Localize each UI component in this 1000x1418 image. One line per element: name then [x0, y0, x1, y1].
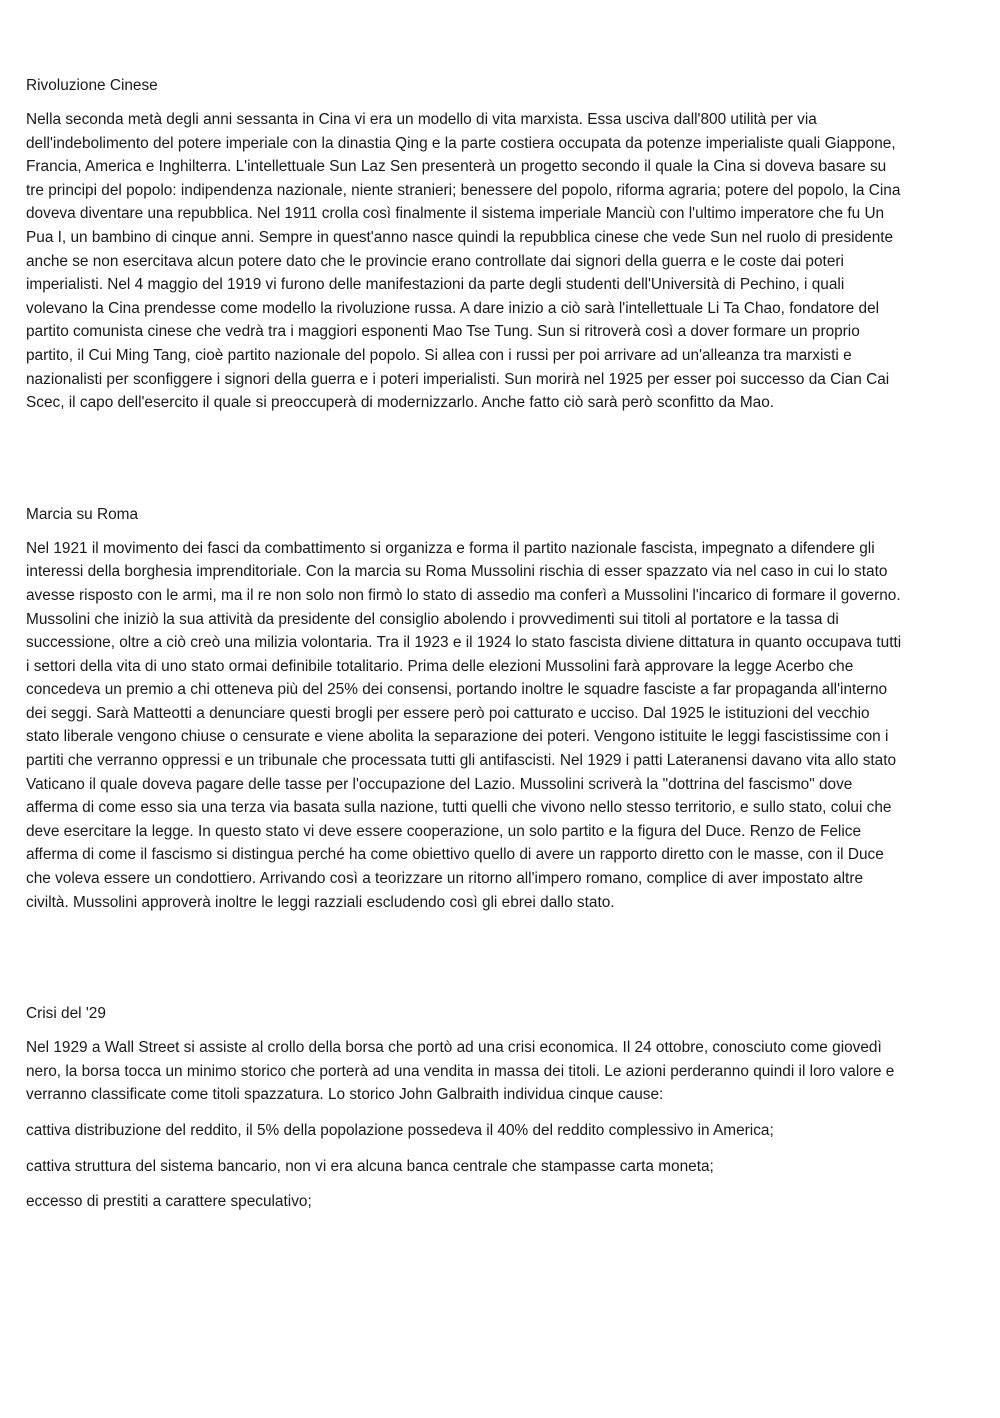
document-page [26, 74, 906, 1226]
paragraph: cattiva distribuzione del reddito, il 5% della popolazione possedeva il 40% del reddito complessivo in America; [26, 1122, 774, 1139]
section-spacer [26, 926, 906, 1002]
section-spacer [26, 427, 906, 503]
paragraph: Nel 1929 a Wall Street si assiste al crollo della borsa che portò ad una crisi economica. Il 24 ottobre, conosciuto come giovedì nero, la borsa tocca un minimo storico che porterà ad una vendita in massa dei titoli. Le azioni perderanno quindi il loro valore e verranno classificate come titoli spazzatura. Lo storico John Galbraith individua cinque cause: [26, 1039, 895, 1104]
paragraph: cattiva struttura del sistema bancario, non vi era alcuna banca centrale che stampasse carta moneta; [26, 1157, 714, 1175]
paragraph: eccesso di prestiti a carattere speculativo; [26, 1193, 312, 1211]
section-marcia-su-roma [26, 503, 906, 915]
paragraph: Nel 1921 il movimento dei fasci da combattimento si organizza e forma il partito nazionale fascista, impegnato a difendere gli interessi della borghesia imprenditoriale. Con la marcia su Roma Mussolini rischia di esser spazzato via nel caso in cui lo stato avesse risposto con le armi, ma il re non solo non firmò lo stato di assedio ma conferì a Mussolini l'incarico di formare il governo. Mussolini che iniziò la sua attività da presidente del consiglio abolendo i provvedimenti sui titoli al portatore e la tassa di successione, oltre a ciò creò una milizia volontaria. Tra il 1923 e il 1924 lo stato fascista diviene dittatura in quanto occupava tutti i settori della vita di uno stato ormai definibile totalitario. Prima delle elezioni Mussolini farà approvare la legge Acerbo che concedeva un premio a chi otteneva più del 25% dei consensi, portando inoltre le squadre fasciste a far propaganda all'interno dei seggi. Sarà Matteotti a denunciare questi brogli per essere però poi catturato e ucciso. Dal 1925 le istituzioni del vecchio stato liberale vengono chiuse o censurate e viene abolita la separazione dei poteri. Vengono istituite le leggi fascistissime con i partiti che verranno oppressi e un tribunale che processata tutti gli antifascisti. Nel 1929 i patti Lateranensi davano vita allo stato Vaticano il quale doveva pagare delle tasse per l'occupazione del Lazio. Mussolini scriverà la "dottrina del fascismo" dove afferma di come esso sia una terza via basata sulla nazione, tutti quelli che vivono nello stesso territorio, e sullo stato, colui che deve esercitare la legge. In questo stato vi deve essere cooperazione, un solo partito e la figura del Duce. Renzo de Felice afferma di come il fascismo si distingua perché ha come obiettivo quello di avere un rapporto diretto con le masse, con il Duce che voleva essere un condottiero. Arrivando così a teorizzare un ritorno all'impero romano, complice di aver impostato altre civiltà. Mussolini approverà inoltre le leggi razziali escludendo così gli ebrei dallo stato. [26, 539, 902, 911]
section-rivoluzione-cinese [26, 74, 906, 415]
section-title: Crisi del '29 [26, 1005, 106, 1023]
section-title: Marcia su Roma [26, 505, 139, 523]
section-title: Rivoluzione Cinese [26, 77, 158, 94]
section-crisi-del-29 [26, 1002, 906, 1214]
paragraph: Nella seconda metà degli anni sessanta in Cina vi era un modello di vita marxista. Essa usciva dall'800 utilità per via dell'indebolimento del potere imperiale con la dinastia Qing e la parte costiera occupata da potenze imperialiste quali Giappone, Francia, America e Inghilterra. L'intellettuale Sun Laz Sen presenterà un progetto secondo il quale la Cina si doveva basare su tre principi del popolo: indipendenza nazionale, niente stranieri; benessere del popolo, riforma agraria; potere del popolo, la Cina doveva diventare una repubblica. Nel 1911 crolla così finalmente il sistema imperiale Manciù con l'ultimo imperatore che fu Un Pua I, un bambino di cinque anni. Sempre in quest'anno nasce quindi la repubblica cinese che vede Sun nel ruolo di presidente anche se non esercitava alcun potere dato che le provincie erano controllate dai signori della guerra e le coste dai poteri imperialisti. Nel 4 maggio del 1919 vi furono delle manifestazioni da parte degli studenti dell'Università di Pechino, i quali volevano la Cina prendesse come modello la rivoluzione russa. A dare inizio a ciò sarà l'intellettuale Li Ta Chao, fondatore del partito comunista cinese che vedrà tra i maggiori esponenti Mao Tse Tung. Sun si ritroverà così a dover formare un proprio partito, il Cui Ming Tang, cioè partito nazionale del popolo. Si allea con i russi per poi arrivare ad un'alleanza tra marxisti e nazionalisti per sconfiggere i signori della guerra e i poteri imperialisti. Sun morirà nel 1925 per esser poi successo da Cian Cai Scec, il capo dell'esercito il quale si preoccuperà di modernizzarlo. Anche fatto ciò sarà però sconfitto da Mao. [26, 111, 901, 412]
